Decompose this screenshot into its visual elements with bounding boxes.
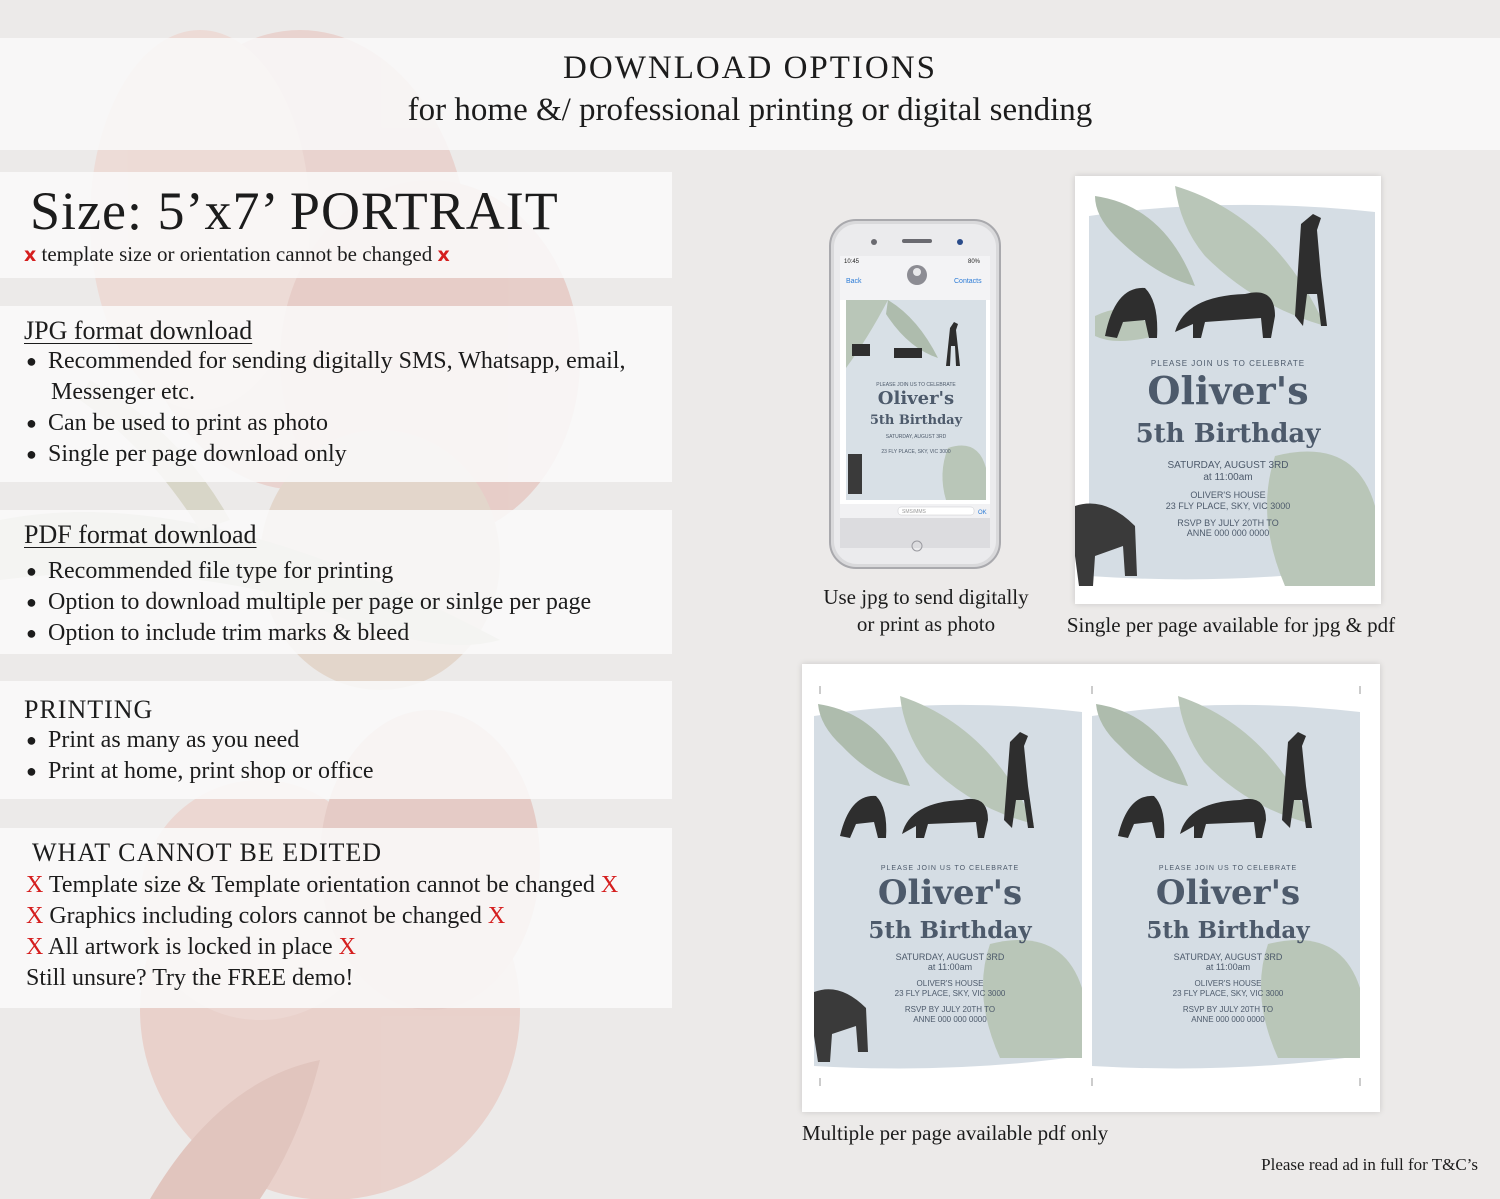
svg-text:RSVP BY JULY 20TH TO: RSVP BY JULY 20TH TO xyxy=(1182,1005,1274,1014)
jpg-panel xyxy=(0,306,672,482)
cannot-edit-list xyxy=(26,870,618,994)
svg-text:PLEASE JOIN US TO CELEBRATE: PLEASE JOIN US TO CELEBRATE xyxy=(1158,865,1298,872)
list-item: X Graphics including colors cannot be changed X xyxy=(26,903,506,929)
svg-text:PLEASE JOIN US TO CELEBRATE: PLEASE JOIN US TO CELEBRATE xyxy=(1150,359,1306,368)
jpg-bullet-list xyxy=(24,346,625,470)
size-panel xyxy=(0,172,672,278)
invitation-artwork xyxy=(1075,176,1381,604)
list-item: ● Recommended file type for printing xyxy=(24,556,591,587)
svg-text:Oliver's: Oliver's xyxy=(1147,368,1309,413)
bullet-icon: ● xyxy=(26,351,37,371)
bullet-icon: ● xyxy=(26,761,37,781)
svg-text:ANNE 000 000 0000: ANNE 000 000 0000 xyxy=(1186,528,1270,538)
svg-text:SATURDAY, AUGUST 3RD: SATURDAY, AUGUST 3RD xyxy=(1173,952,1283,962)
svg-text:Oliver's: Oliver's xyxy=(1155,873,1301,913)
camera-icon xyxy=(871,239,877,245)
single-caption: Single per page available for jpg & pdf xyxy=(1066,613,1396,637)
svg-text:RSVP BY JULY 20TH TO: RSVP BY JULY 20TH TO xyxy=(904,1005,996,1014)
header-band xyxy=(0,38,1500,150)
printing-heading: PRINTING xyxy=(24,695,154,724)
single-invitation-preview xyxy=(1075,176,1381,604)
svg-text:ANNE 000 000 0000: ANNE 000 000 0000 xyxy=(1191,1015,1265,1024)
svg-text:PLEASE JOIN US TO CELEBRATE: PLEASE JOIN US TO CELEBRATE xyxy=(876,382,956,388)
contacts-link: Contacts xyxy=(954,278,982,285)
pdf-bullet-list xyxy=(24,556,591,649)
svg-text:OLIVER'S HOUSE: OLIVER'S HOUSE xyxy=(1190,490,1266,500)
svg-text:ANNE 000 000 0000: ANNE 000 000 0000 xyxy=(913,1015,987,1024)
invitation-card-left xyxy=(814,696,1082,1074)
closing-line: Still unsure? Try the FREE demo! xyxy=(26,965,354,991)
svg-text:5th Birthday: 5th Birthday xyxy=(868,917,1032,944)
svg-text:PLEASE JOIN US TO CELEBRATE: PLEASE JOIN US TO CELEBRATE xyxy=(880,865,1020,872)
x-mark-icon: x xyxy=(437,244,450,266)
x-mark-icon: X xyxy=(26,934,44,960)
page-title: DOWNLOAD OPTIONS xyxy=(563,50,937,86)
x-mark-icon: X xyxy=(338,934,356,960)
svg-text:SATURDAY, AUGUST 3RD: SATURDAY, AUGUST 3RD xyxy=(885,434,947,440)
x-mark-icon: x xyxy=(24,244,37,266)
printing-panel xyxy=(0,681,672,799)
list-item: ● Print as many as you need xyxy=(24,725,374,756)
svg-text:23 FLY PLACE, SKY, VIC 3000: 23 FLY PLACE, SKY, VIC 3000 xyxy=(1172,989,1284,998)
size-note-text: template size or orientation cannot be changed xyxy=(41,242,433,266)
svg-text:SMS/MMS: SMS/MMS xyxy=(902,509,926,515)
jpg-heading: JPG format download xyxy=(24,316,253,345)
phone-battery: 80% xyxy=(968,259,981,265)
list-item: ● Option to include trim marks & bleed xyxy=(24,618,591,649)
page-subtitle: for home &/ professional printing or digital sending xyxy=(407,92,1093,128)
back-link: Back xyxy=(846,278,862,285)
list-item: ● Single per page download only xyxy=(24,439,625,470)
phone-time: 10:45 xyxy=(844,259,860,265)
x-mark-icon: X xyxy=(600,872,619,898)
list-item: Messenger etc. xyxy=(51,379,195,405)
x-mark-icon: X xyxy=(26,903,44,929)
cannot-edit-panel xyxy=(0,828,672,1008)
x-mark-icon: X xyxy=(26,872,44,898)
multi-invitation-sheet xyxy=(802,664,1380,1112)
list-item: ● Print at home, print shop or office xyxy=(24,756,374,787)
ok-button: OK xyxy=(978,510,987,516)
svg-text:RSVP BY JULY 20TH TO: RSVP BY JULY 20TH TO xyxy=(1177,518,1279,528)
invitation-card-right xyxy=(1092,696,1360,1074)
footnote: Please read ad in full for T&C’s xyxy=(1261,1155,1478,1174)
cannot-edit-heading: WHAT CANNOT BE EDITED xyxy=(32,838,383,867)
svg-text:5th Birthday: 5th Birthday xyxy=(869,413,963,428)
pdf-panel xyxy=(0,510,672,654)
printing-bullet-list xyxy=(24,725,374,787)
bullet-icon: ● xyxy=(26,623,37,643)
svg-text:at 11:00am: at 11:00am xyxy=(927,962,973,972)
svg-text:SATURDAY, AUGUST 3RD: SATURDAY, AUGUST 3RD xyxy=(895,952,1005,962)
svg-text:5th Birthday: 5th Birthday xyxy=(1135,419,1321,449)
svg-text:OLIVER'S HOUSE: OLIVER'S HOUSE xyxy=(916,979,984,988)
x-mark-icon: X xyxy=(487,903,506,929)
pdf-heading: PDF format download xyxy=(24,520,257,549)
svg-text:23 FLY PLACE, SKY, VIC 3000: 23 FLY PLACE, SKY, VIC 3000 xyxy=(894,989,1006,998)
list-item: X All artwork is locked in place X xyxy=(26,934,356,960)
list-item: X Template size & Template orientation cannot be changed X xyxy=(26,872,619,898)
bullet-icon: ● xyxy=(26,444,37,464)
svg-text:at 11:00am: at 11:00am xyxy=(1205,962,1251,972)
svg-text:SATURDAY, AUGUST 3RD: SATURDAY, AUGUST 3RD xyxy=(1167,460,1289,471)
phone-caption: Use jpg to send digitally or print as photo xyxy=(823,585,1029,636)
size-title: Size: 5’x7’ PORTRAIT xyxy=(30,181,559,241)
bullet-icon: ● xyxy=(26,730,37,750)
svg-text:Oliver's: Oliver's xyxy=(877,388,955,409)
list-item: ● Option to download multiple per page or sinlge per page xyxy=(24,587,591,618)
bullet-icon: ● xyxy=(26,592,37,612)
list-item: ● Can be used to print as photo xyxy=(24,408,625,439)
svg-text:5th Birthday: 5th Birthday xyxy=(1146,917,1310,944)
svg-text:Oliver's: Oliver's xyxy=(877,873,1023,913)
list-item: ● Recommended for sending digitally SMS, Whatsapp, email, xyxy=(24,346,625,377)
bullet-icon: ● xyxy=(26,413,37,433)
multi-caption: Multiple per page available pdf only xyxy=(802,1121,1109,1145)
svg-text:23 FLY PLACE, SKY, VIC 3000: 23 FLY PLACE, SKY, VIC 3000 xyxy=(881,449,951,455)
svg-text:at 11:00am: at 11:00am xyxy=(1203,472,1253,483)
svg-text:OLIVER'S HOUSE: OLIVER'S HOUSE xyxy=(1194,979,1262,988)
phone-mockup xyxy=(828,218,1002,570)
size-note xyxy=(24,242,450,267)
svg-text:23 FLY PLACE, SKY, VIC 3000: 23 FLY PLACE, SKY, VIC 3000 xyxy=(1165,501,1291,511)
bullet-icon: ● xyxy=(26,561,37,581)
